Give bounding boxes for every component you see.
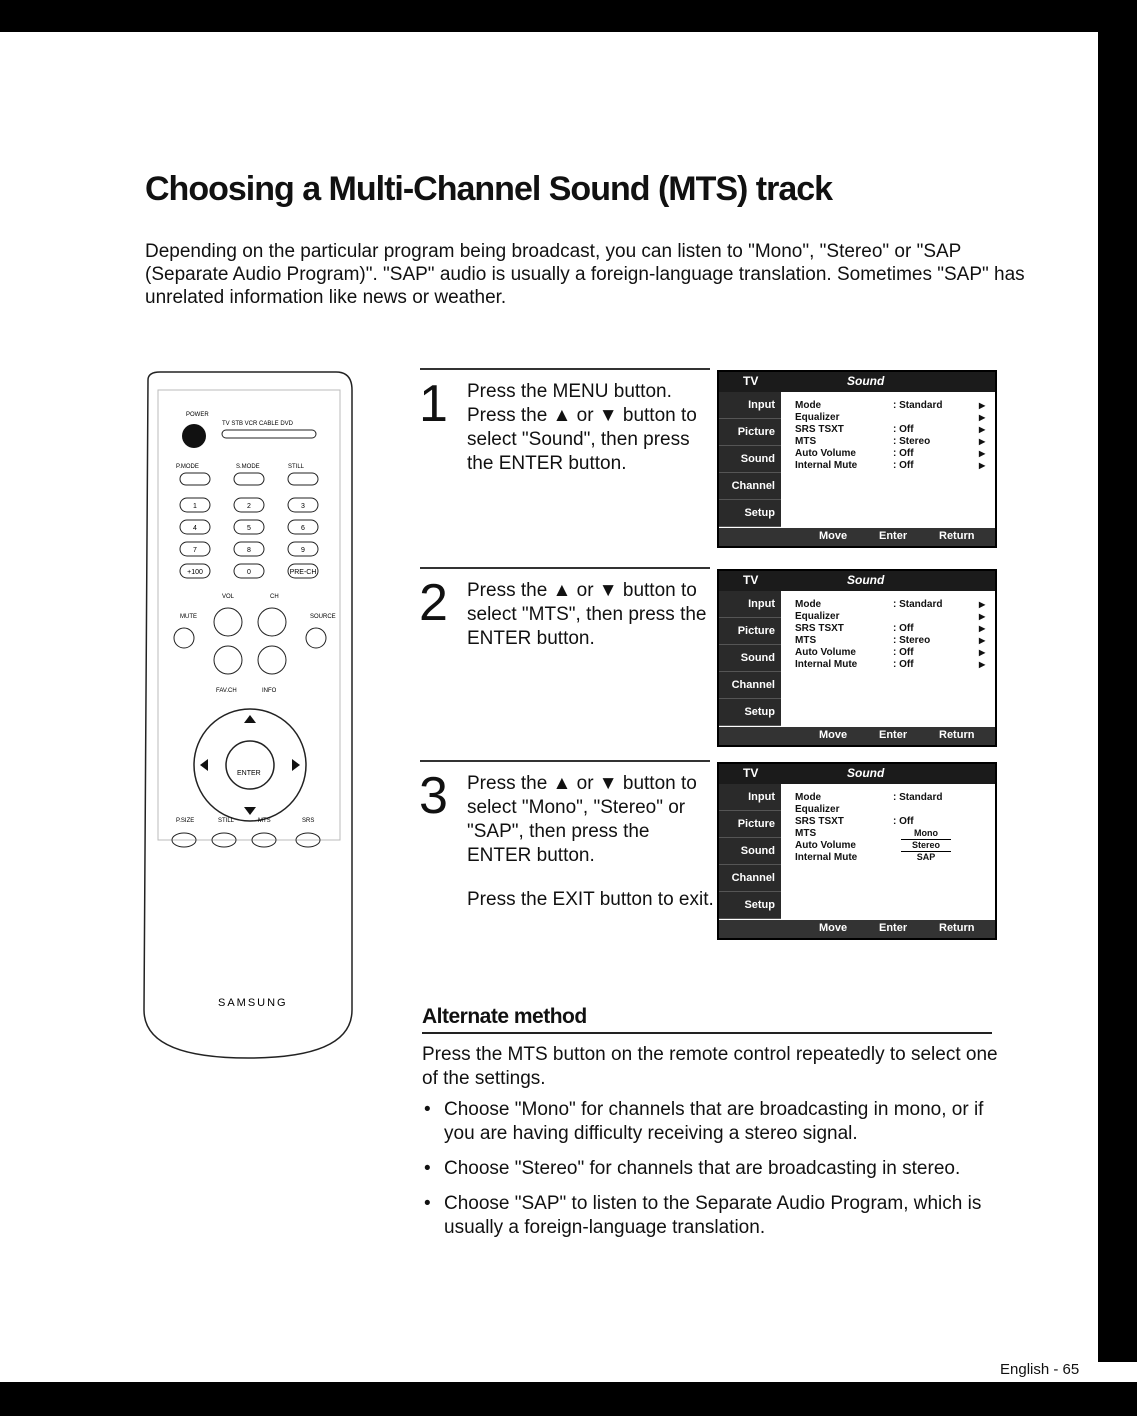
enter-label: ENTER <box>237 770 261 777</box>
mts-label: MTS <box>258 818 271 824</box>
osd-side-picture: Picture <box>719 618 781 645</box>
alternate-list <box>422 1098 1007 1251</box>
osd-row: Mode : Standard <box>795 792 943 803</box>
osd-side-sound: Sound <box>719 838 781 865</box>
list-item: • Choose "SAP" to listen to the Separate Audio Program, which is usually a foreign-language translation. <box>424 1193 982 1238</box>
mts-option-stereo: Stereo <box>901 840 951 852</box>
osd-rows <box>795 400 985 472</box>
step-number: 1 <box>419 375 448 433</box>
keypad-label: 0 <box>247 569 251 576</box>
osd-screen <box>717 762 997 940</box>
osd-tv-label: TV <box>743 374 759 388</box>
step-rule <box>420 760 710 762</box>
step-text <box>467 772 717 912</box>
step-rule <box>420 567 710 569</box>
power-icon <box>182 424 206 448</box>
osd-row: SRS TSXT : Off ▶ <box>795 424 986 435</box>
mute-label: MUTE <box>180 614 197 620</box>
osd-header <box>719 764 995 784</box>
osd-row: Mode : Standard ▶ <box>795 400 986 411</box>
osd-header <box>719 372 995 392</box>
list-item: • Choose "Mono" for channels that are broadcasting in mono, or if you are having difficulty receiving a stereo signal. <box>424 1099 984 1144</box>
osd-screen <box>717 370 997 548</box>
osd-row: MTS : Stereo ▶ <box>795 436 986 447</box>
psize-label: P.SIZE <box>176 818 195 824</box>
keypad-label: 7 <box>193 547 197 554</box>
osd-side-sound: Sound <box>719 446 781 473</box>
alternate-heading: Alternate method <box>422 1005 587 1028</box>
pmode-label: P.MODE <box>176 464 199 470</box>
right-border <box>1098 32 1137 1362</box>
osd-side-sound: Sound <box>719 645 781 672</box>
osd-row: Internal Mute : Off ▶ <box>795 659 986 670</box>
osd-rows <box>795 792 985 864</box>
osd-sidebar <box>719 591 781 726</box>
osd-row: Internal Mute <box>795 852 858 863</box>
still-label: STILL <box>288 464 305 470</box>
step-instruction: Press the ▲ or ▼ button to select "MTS", then press the ENTER button. <box>467 580 707 649</box>
step-instruction: Press the ▲ or ▼ button to select "Mono", "Stereo" or "SAP", then press the ENTER button. <box>467 773 697 866</box>
brand-logo: SAMSUNG <box>218 997 288 1009</box>
list-item: • Choose "Stereo" for channels that are broadcasting in stereo. <box>424 1158 961 1179</box>
osd-row: SRS TSXT : Off ▶ <box>795 623 986 634</box>
keypad-label: 3 <box>301 503 305 510</box>
osd-row: Equalizer ▶ <box>795 412 986 423</box>
source-label: SOURCE <box>310 614 336 620</box>
osd-sidebar <box>719 784 781 919</box>
osd-side-input: Input <box>719 591 781 618</box>
osd-rows <box>795 599 985 671</box>
intro-paragraph: Depending on the particular program being broadcast, you can listen to "Mono", "Stereo" or "SAP (Separate Audio Program)". "SAP" audio is usually a foreign-language translation. Sometimes "SAP" has unrelated information like news or weather. <box>145 241 1025 308</box>
osd-row: Mode : Standard ▶ <box>795 599 986 610</box>
osd-row: Equalizer <box>795 804 840 815</box>
mts-option-mono: Mono <box>901 828 951 840</box>
alternate-body: Press the MTS button on the remote control repeatedly to select one of the settings. <box>422 1044 998 1089</box>
osd-menu-title: Sound <box>847 374 885 388</box>
osd-row: Internal Mute : Off ▶ <box>795 460 986 471</box>
top-border <box>0 0 1137 32</box>
step-text <box>467 380 717 476</box>
osd-side-picture: Picture <box>719 419 781 446</box>
keypad-label: 5 <box>247 525 251 532</box>
step-1 <box>405 368 995 550</box>
bottom-border <box>0 1382 1137 1416</box>
keypad-label: 2 <box>247 503 251 510</box>
ch-label: CH <box>270 594 279 600</box>
remote-control-drawing <box>140 370 356 1060</box>
power-label: POWER <box>186 412 209 418</box>
osd-row: SRS TSXT : Off <box>795 816 914 827</box>
osd-row: MTS : Stereo ▶ <box>795 635 986 646</box>
keypad-label: 9 <box>301 547 305 554</box>
osd-side-setup: Setup <box>719 500 781 527</box>
mts-options-list <box>901 828 951 863</box>
page-title: Choosing a Multi-Channel Sound (MTS) track <box>145 170 833 208</box>
keypad-label: PRE-CH <box>289 569 317 576</box>
osd-side-channel: Channel <box>719 672 781 699</box>
osd-side-input: Input <box>719 392 781 419</box>
osd-row: Auto Volume : Off ▶ <box>795 448 986 459</box>
osd-side-picture: Picture <box>719 811 781 838</box>
vol-label: VOL <box>222 594 235 600</box>
osd-side-input: Input <box>719 784 781 811</box>
osd-tv-label: TV <box>743 766 759 780</box>
osd-sidebar <box>719 392 781 527</box>
step-3 <box>405 760 995 942</box>
step-exit-instruction: Press the EXIT button to exit. <box>467 889 714 910</box>
keypad-label: 1 <box>193 503 197 510</box>
osd-side-channel: Channel <box>719 473 781 500</box>
osd-menu-title: Sound <box>847 766 885 780</box>
step-rule <box>420 368 710 370</box>
osd-footer: Move Enter Return <box>719 528 995 546</box>
keypad-label: 4 <box>193 525 197 532</box>
osd-screen <box>717 569 997 747</box>
osd-row: Auto Volume : Off ▶ <box>795 647 986 658</box>
osd-row: Auto Volume <box>795 840 856 851</box>
mode-label: TV STB VCR CABLE DVD <box>222 421 294 427</box>
osd-footer: Move Enter Return <box>719 920 995 938</box>
info-label: INFO <box>262 688 277 694</box>
keypad-label: 8 <box>247 547 251 554</box>
step-number: 3 <box>419 767 448 825</box>
osd-side-setup: Setup <box>719 699 781 726</box>
step-text <box>467 579 717 651</box>
keypad-label: 6 <box>301 525 305 532</box>
osd-tv-label: TV <box>743 573 759 587</box>
remote-control-illustration <box>140 370 356 1060</box>
osd-header <box>719 571 995 591</box>
osd-side-channel: Channel <box>719 865 781 892</box>
mts-option-sap: SAP <box>916 852 936 862</box>
osd-row: Equalizer ▶ <box>795 611 986 622</box>
step-instruction: Press the MENU button. Press the ▲ or ▼ button to select "Sound", then press the ENTER button. <box>467 381 697 474</box>
alternate-rule <box>422 1032 992 1034</box>
keypad-label: +100 <box>187 569 203 576</box>
srs-label: SRS <box>302 818 315 824</box>
step-2 <box>405 567 995 749</box>
smode-label: S.MODE <box>236 464 260 470</box>
still2-label: STILL <box>218 818 235 824</box>
osd-row: MTS <box>795 828 817 839</box>
osd-side-setup: Setup <box>719 892 781 919</box>
favch-label: FAV.CH <box>216 688 237 694</box>
page-footer: English - 65 <box>1000 1361 1080 1378</box>
osd-menu-title: Sound <box>847 573 885 587</box>
step-number: 2 <box>419 574 448 632</box>
osd-footer: Move Enter Return <box>719 727 995 745</box>
